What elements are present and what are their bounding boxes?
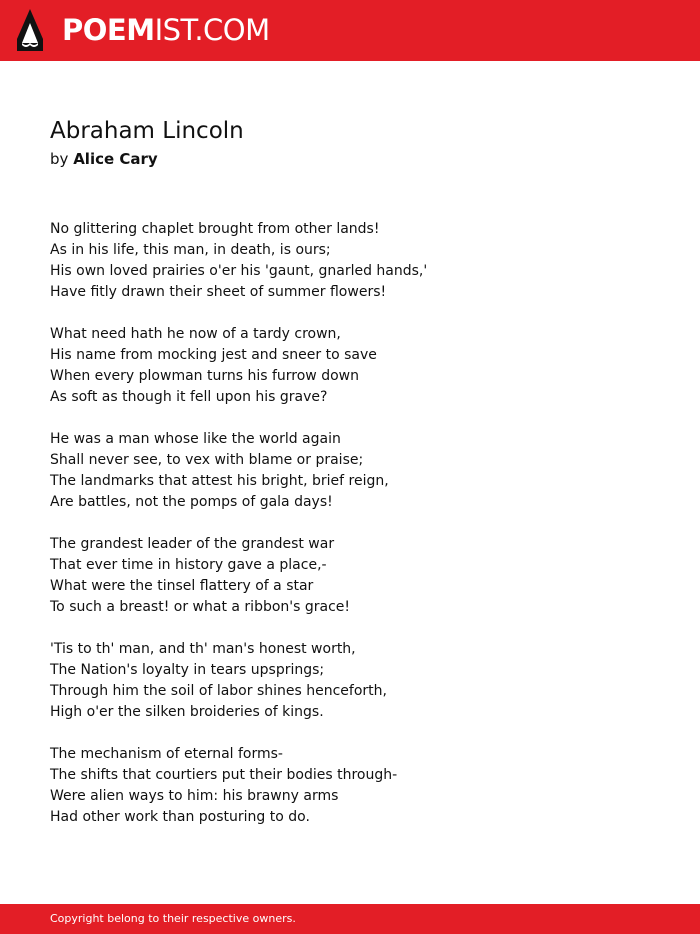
poem-line: Have fitly drawn their sheet of summer flowers! bbox=[50, 284, 387, 300]
poem-stanza bbox=[50, 639, 650, 723]
poem-line: What need hath he now of a tardy crown, bbox=[50, 326, 341, 342]
by-label: by bbox=[50, 150, 69, 168]
poem-byline bbox=[50, 149, 158, 169]
poem-line: His name from mocking jest and sneer to save bbox=[50, 347, 377, 363]
site-header bbox=[0, 0, 700, 61]
poem-line: The Nation's loyalty in tears upsprings; bbox=[50, 662, 325, 678]
poem-line: No glittering chaplet brought from other lands! bbox=[50, 221, 380, 237]
poem-line: As in his life, this man, in death, is ours; bbox=[50, 242, 331, 258]
poem-line: 'Tis to th' man, and th' man's honest worth, bbox=[50, 641, 356, 657]
poem-body bbox=[50, 219, 650, 849]
poem-line: That ever time in history gave a place,- bbox=[50, 557, 327, 573]
poem-line: Had other work than posturing to do. bbox=[50, 809, 310, 825]
poem-line: The landmarks that attest his bright, brief reign, bbox=[50, 473, 389, 489]
poem-line: What were the tinsel flattery of a star bbox=[50, 578, 314, 594]
poem-stanza bbox=[50, 219, 650, 303]
poem-line: When every plowman turns his furrow down bbox=[50, 368, 359, 384]
poem-stanza bbox=[50, 429, 650, 513]
poem-line: Shall never see, to vex with blame or praise; bbox=[50, 452, 364, 468]
poem-line: He was a man whose like the world again bbox=[50, 431, 341, 447]
logo-light-part: IST.COM bbox=[154, 13, 270, 47]
pencil-tip-icon[interactable] bbox=[17, 9, 43, 51]
poem-stanza bbox=[50, 534, 650, 618]
poem-stanza bbox=[50, 324, 650, 408]
logo-bold-part: POEM bbox=[62, 13, 155, 47]
poem-line: Are battles, not the pomps of gala days! bbox=[50, 494, 333, 510]
poem-line: Through him the soil of labor shines henceforth, bbox=[50, 683, 387, 699]
poem-line: The shifts that courtiers put their bodies through- bbox=[50, 767, 398, 783]
copyright-text: Copyright belong to their respective owners. bbox=[50, 912, 296, 925]
poem-title: Abraham Lincoln bbox=[50, 118, 244, 144]
poem-line: The grandest leader of the grandest war bbox=[50, 536, 335, 552]
poem-line: The mechanism of eternal forms- bbox=[50, 746, 283, 762]
poem-line: High o'er the silken broideries of kings. bbox=[50, 704, 324, 720]
poem-line: Were alien ways to him: his brawny arms bbox=[50, 788, 339, 804]
poem-line: As soft as though it fell upon his grave? bbox=[50, 389, 328, 405]
site-logo-text[interactable] bbox=[62, 12, 270, 48]
poem-line: To such a breast! or what a ribbon's grace! bbox=[50, 599, 351, 615]
site-footer bbox=[0, 904, 700, 934]
author-name: Alice Cary bbox=[73, 150, 158, 168]
poem-line: His own loved prairies o'er his 'gaunt, gnarled hands,' bbox=[50, 263, 428, 279]
poem-stanza bbox=[50, 744, 650, 828]
